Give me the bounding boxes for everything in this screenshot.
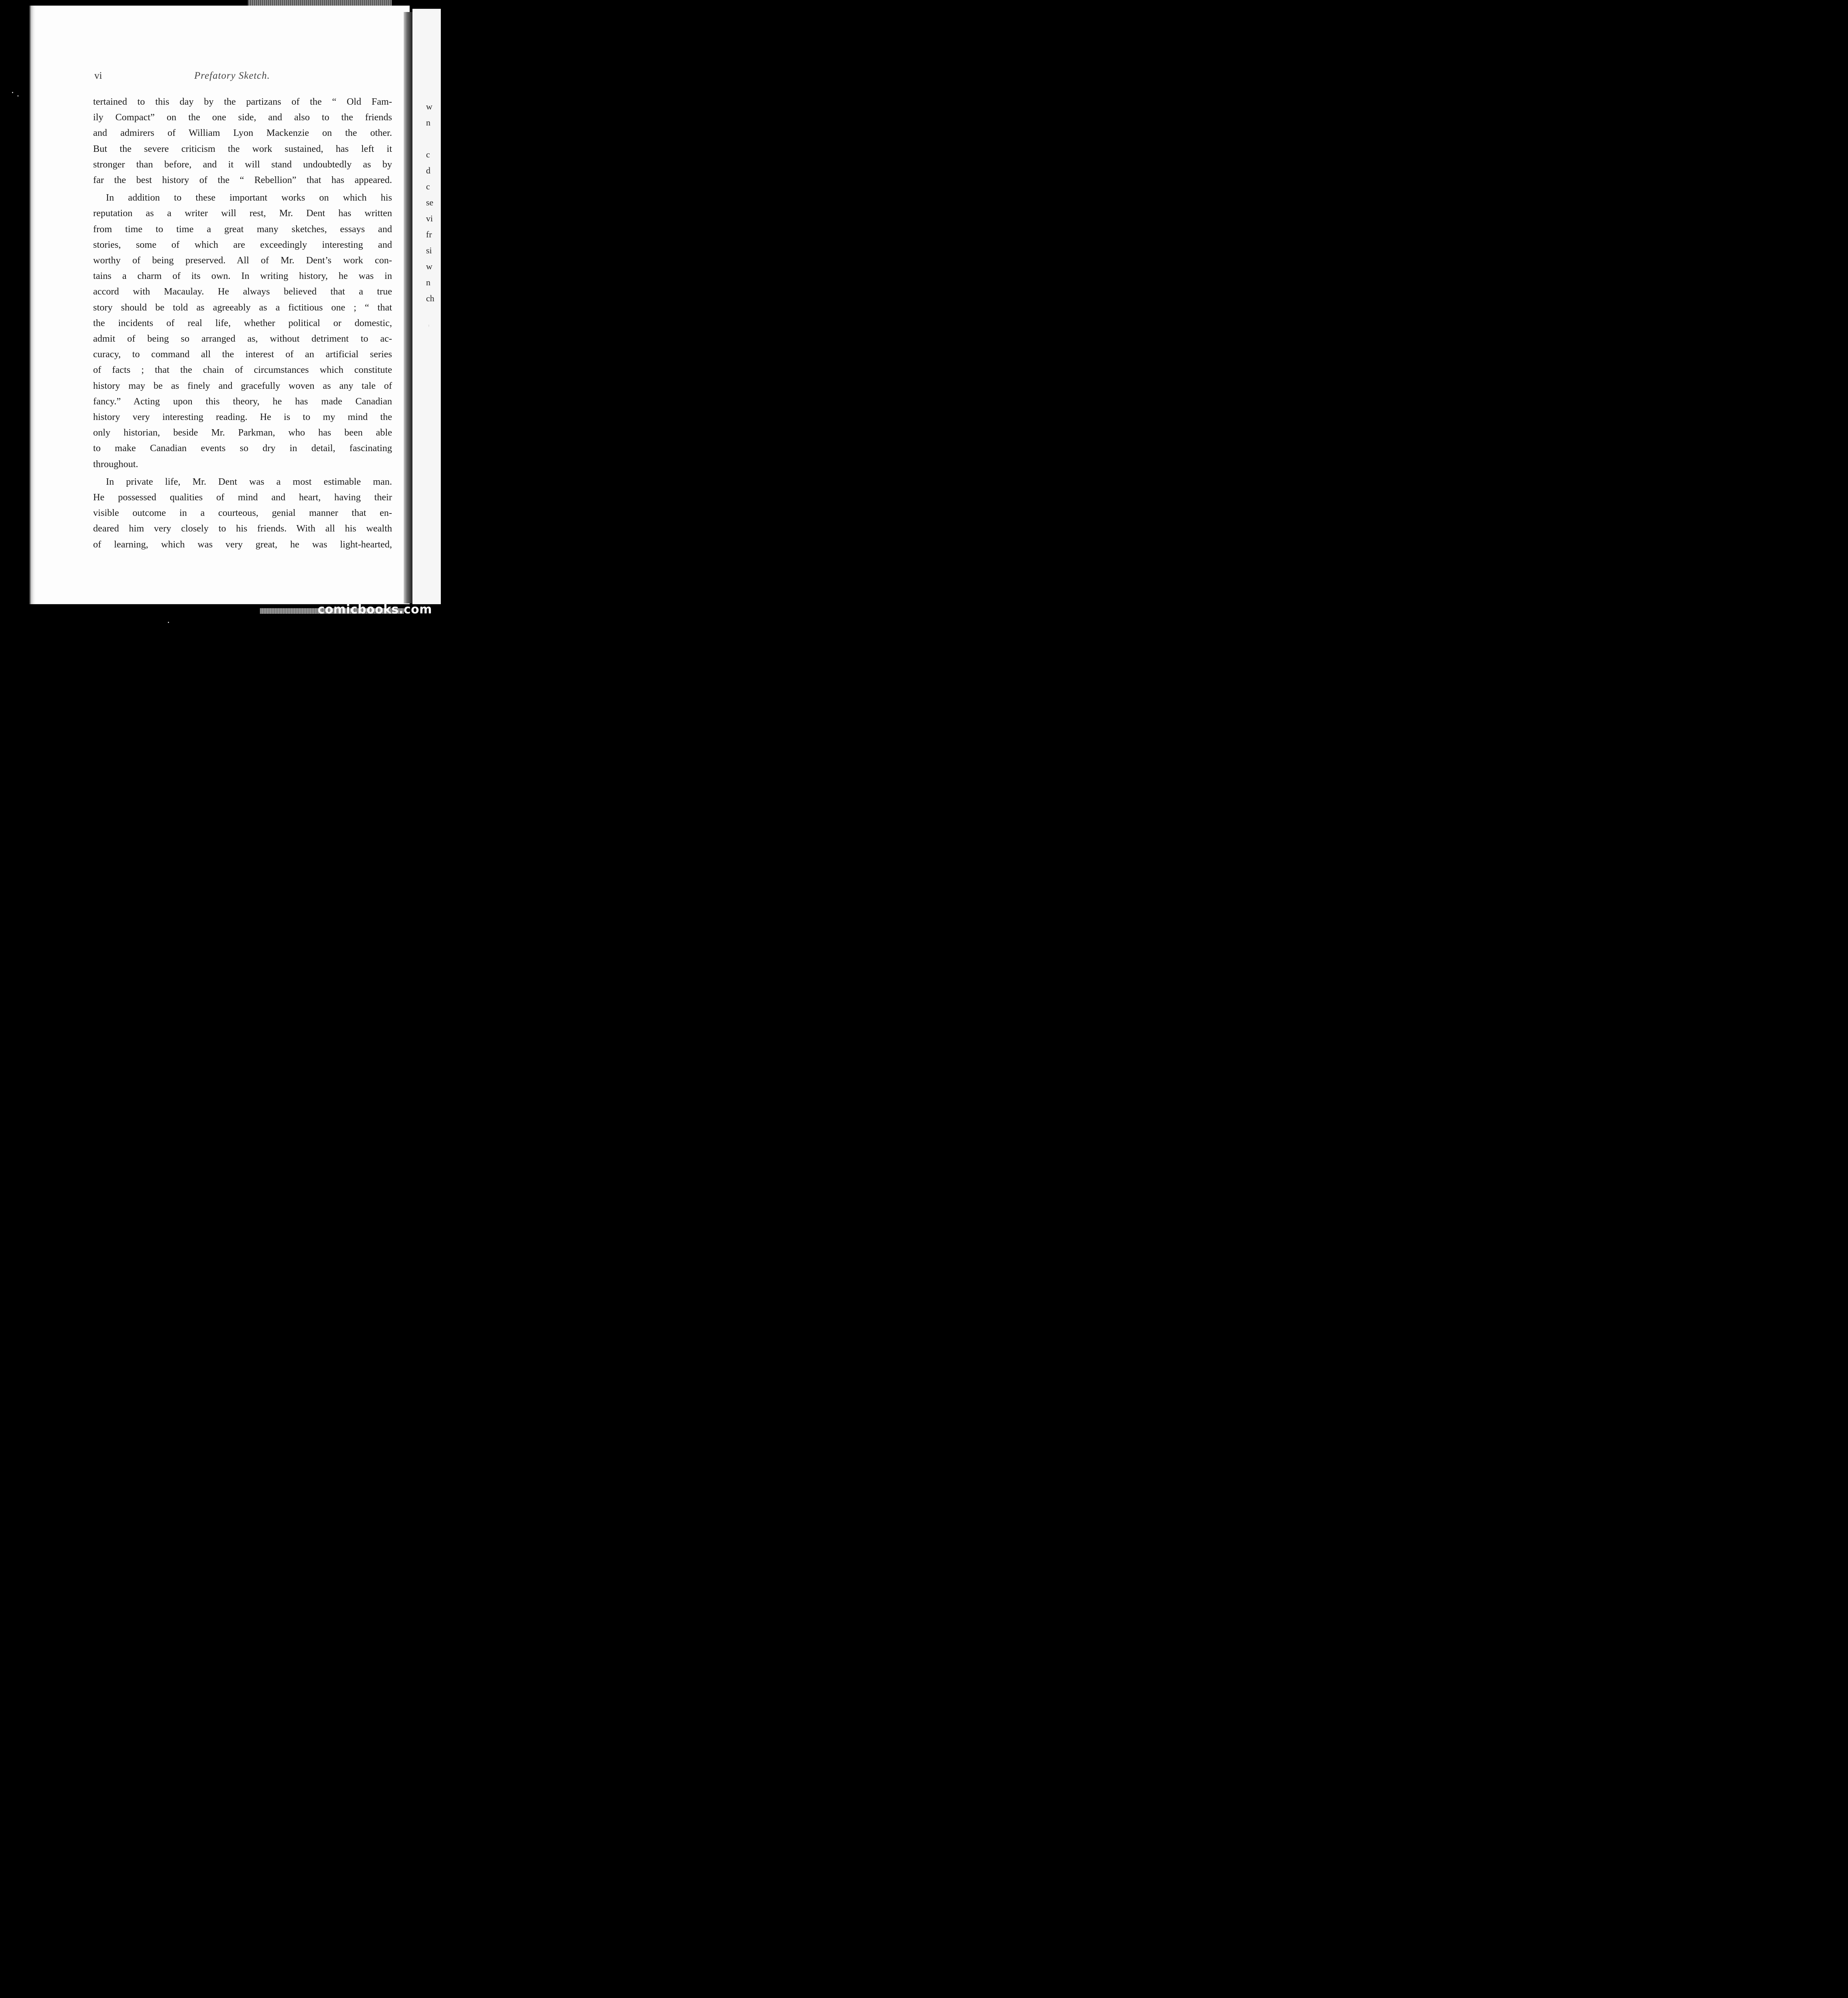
- text-line: the incidents of real life, whether political or domestic,: [93, 317, 392, 328]
- facing-page-fragment: n: [426, 117, 430, 127]
- text-line: reputation as a writer will rest, Mr. Dent has written: [93, 208, 392, 219]
- text-line: of learning, which was very great, he was light-hearted,: [93, 539, 392, 550]
- facing-page-fragment: si: [426, 245, 432, 255]
- scan-speck: [12, 92, 13, 93]
- site-watermark: comicbooks.com: [317, 603, 432, 617]
- text-line: He possessed qualities of mind and heart, having their: [93, 492, 392, 503]
- text-line: history very interesting reading. He is to my mind the: [93, 412, 392, 423]
- text-line: tertained to this day by the partizans of the “ Old Fam-: [93, 96, 392, 107]
- text-line: deared him very closely to his friends. With all his wealth: [93, 523, 392, 534]
- text-line: history may be as finely and gracefully woven as any tale of: [93, 380, 392, 391]
- paragraph: [93, 474, 392, 552]
- text-line: story should be told as agreeably as a fictitious one ; “ that: [93, 302, 392, 313]
- text-line: fancy.” Acting upon this theory, he has made Canadian: [93, 396, 392, 407]
- text-line: ily Compact” on the one side, and also to the friends: [93, 112, 392, 123]
- text-line: In addition to these important works on which his: [106, 192, 392, 203]
- facing-page-fragment: w: [426, 261, 432, 271]
- facing-page-fragment: fr: [426, 229, 432, 239]
- facing-page-fragment: se: [426, 197, 434, 207]
- scan-speck: [428, 324, 429, 327]
- text-line: of facts ; that the chain of circumstances which constitute: [93, 364, 392, 376]
- text-line: worthy of being preserved. All of Mr. Dent’s work con-: [93, 255, 392, 266]
- facing-page-fragment: w: [426, 101, 432, 111]
- text-line: to make Canadian events so dry in detail, fascinating: [93, 443, 392, 454]
- facing-page-fragment: vi: [426, 213, 433, 223]
- paragraph: [93, 94, 392, 188]
- text-line: In private life, Mr. Dent was a most estimable man.: [106, 476, 392, 487]
- scan-edge-top: [248, 0, 392, 6]
- paragraph: [93, 190, 392, 472]
- text-line: admit of being so arranged as, without detriment to ac-: [93, 333, 392, 344]
- body-text: [93, 94, 392, 552]
- text-line: from time to time a great many sketches, essays and: [93, 223, 392, 235]
- facing-page-fragment: c: [426, 181, 430, 191]
- text-line: visible outcome in a courteous, genial manner that en-: [93, 507, 392, 519]
- book-gutter-shadow: [404, 12, 412, 603]
- text-line: only historian, beside Mr. Parkman, who has been able: [93, 427, 392, 438]
- text-line: and admirers of William Lyon Mackenzie on the other.: [93, 127, 392, 139]
- scan-speck: [168, 622, 169, 623]
- text-line: far the best history of the “ Rebellion” that has appeared.: [93, 175, 392, 186]
- page-number: vi: [94, 70, 102, 81]
- running-head: [94, 70, 392, 86]
- facing-page-fragment: d: [426, 165, 430, 175]
- text-line: stories, some of which are exceedingly interesting and: [93, 239, 392, 250]
- text-line: throughout.: [93, 458, 138, 470]
- text-line: accord with Macaulay. He always believed that a true: [93, 286, 392, 297]
- facing-page-fragment: n: [426, 277, 430, 287]
- facing-page-fragment: c: [426, 149, 430, 159]
- text-line: tains a charm of its own. In writing history, he was in: [93, 271, 392, 282]
- facing-page-fragment: ch: [426, 293, 434, 303]
- running-title: Prefatory Sketch.: [194, 70, 270, 81]
- facing-page-edge: [412, 9, 441, 604]
- text-line: stronger than before, and it will stand undoubtedly as by: [93, 159, 392, 170]
- text-line: curacy, to command all the interest of an artificial series: [93, 349, 392, 360]
- text-line: But the severe criticism the work sustained, has left it: [93, 143, 392, 154]
